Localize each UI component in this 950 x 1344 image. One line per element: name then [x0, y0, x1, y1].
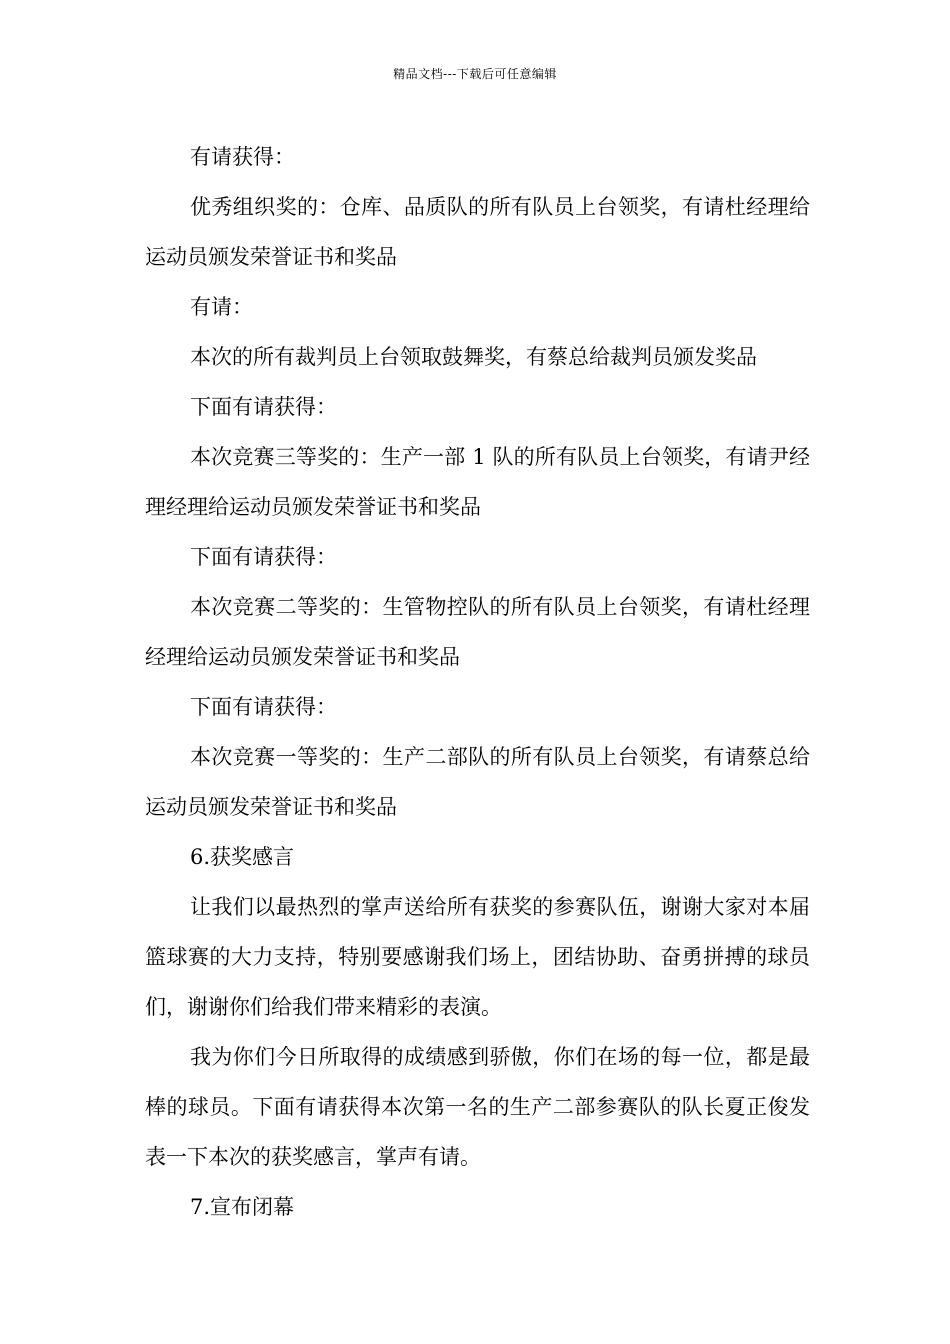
paragraph-10: 本次竞赛一等奖的：生产二部队的所有队员上台领奖，有请蔡总给运动员颁发荣誉证书和奖品 — [145, 745, 810, 819]
section-heading-6: 6.获奖感言 — [190, 845, 295, 869]
document-body — [145, 132, 810, 1232]
section-heading-7: 7.宣布闭幕 — [190, 1195, 295, 1219]
paragraph-1: 有请获得： — [190, 145, 295, 169]
paragraph-2: 优秀组织奖的：仓库、品质队的所有队员上台领奖，有请杜经理给运动员颁发荣誉证书和奖品 — [145, 195, 810, 269]
paragraph-9: 下面有请获得： — [190, 695, 337, 719]
paragraph-13: 我为你们今日所取得的成绩感到骄傲，你们在场的每一位，都是最棒的球员。下面有请获得本次第一名的生产二部参赛队的队长夏正俊发表一下本次的获奖感言，掌声有请。 — [145, 1045, 810, 1169]
paragraph-5: 下面有请获得： — [190, 395, 337, 419]
paragraph-6: 本次竞赛三等奖的：生产一部 1 队的所有队员上台领奖，有请尹经理经理给运动员颁发荣誉证书和奖品 — [145, 445, 810, 519]
paragraph-8: 本次竞赛二等奖的：生管物控队的所有队员上台领奖，有请杜经理经理给运动员颁发荣誉证书和奖品 — [145, 595, 810, 669]
paragraph-4: 本次的所有裁判员上台领取鼓舞奖，有蔡总给裁判员颁发奖品 — [190, 345, 757, 369]
page-header: 精品文档---下载后可任意编辑 — [393, 67, 557, 81]
paragraph-3: 有请： — [190, 295, 253, 319]
paragraph-12: 让我们以最热烈的掌声送给所有获奖的参赛队伍，谢谢大家对本届篮球赛的大力支持，特别要感谢我们场上，团结协助、奋勇拼搏的球员们，谢谢你们给我们带来精彩的表演。 — [145, 895, 810, 1019]
paragraph-7: 下面有请获得： — [190, 545, 337, 569]
